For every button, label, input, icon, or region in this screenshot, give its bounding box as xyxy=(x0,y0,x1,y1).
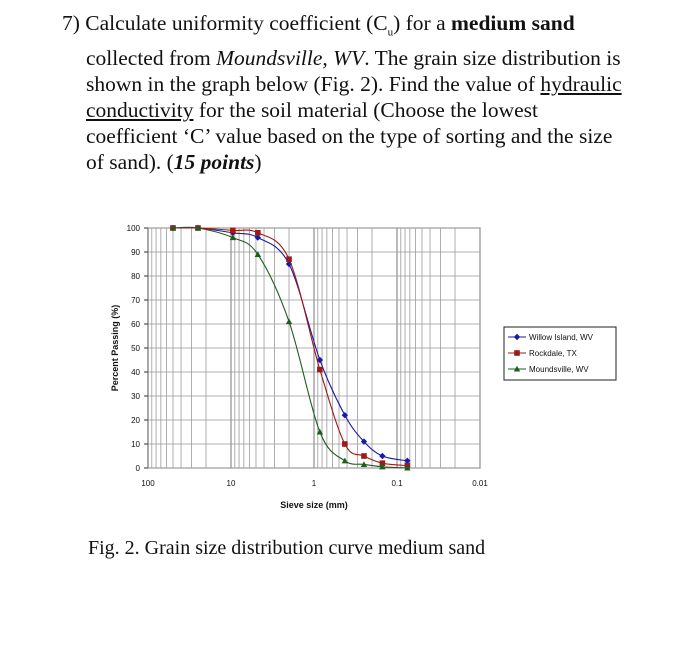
question-text-segment: coefficient ‘C’ value based on the type of sorting and the size xyxy=(86,124,613,149)
bold-medium-sand: medium sand xyxy=(451,11,575,35)
question-text-segment: of sand). ( xyxy=(86,150,174,175)
legend-label: Moundsville, WV xyxy=(529,365,589,374)
y-tick-label: 0 xyxy=(135,464,140,473)
figure-caption: Fig. 2. Grain size distribution curve medium sand xyxy=(88,537,486,559)
chart-legend xyxy=(504,327,616,380)
question-text-segment: collected from xyxy=(86,46,217,71)
y-tick-label: 70 xyxy=(131,296,140,305)
legend-marker xyxy=(514,350,520,356)
data-point xyxy=(230,228,236,234)
y-tick-label: 20 xyxy=(131,416,140,425)
x-tick-label: 0.01 xyxy=(472,479,488,488)
data-point xyxy=(286,256,292,262)
question-text-segment: for the soil material (Choose the lowest xyxy=(193,98,538,123)
data-point xyxy=(255,230,261,236)
legend-label: Willow Island, WV xyxy=(529,333,594,342)
y-tick-label: 90 xyxy=(131,248,140,257)
underlined-hydraulic: hydraulic xyxy=(540,72,622,97)
x-axis-title: Sieve size (mm) xyxy=(280,500,348,510)
y-tick-label: 40 xyxy=(131,368,140,377)
y-tick-label: 80 xyxy=(131,272,140,281)
y-tick-label: 60 xyxy=(131,320,140,329)
y-tick-label: 10 xyxy=(131,440,140,449)
data-point xyxy=(361,453,367,459)
question-text-segment: ) for a xyxy=(393,11,451,35)
y-tick-label: 100 xyxy=(126,224,140,233)
question-text-segment: shown in the graph below (Fig. 2). Find the value of xyxy=(86,72,541,97)
data-point xyxy=(342,441,348,447)
question-number: 7) xyxy=(62,11,80,35)
underlined-conductivity: conductivity xyxy=(86,98,194,123)
y-axis-title: Percent Passing (%) xyxy=(110,304,120,392)
legend-label: Rockdale, TX xyxy=(529,349,577,358)
x-tick-label: 100 xyxy=(141,479,155,488)
subscript-u: u xyxy=(387,26,394,39)
y-tick-label: 30 xyxy=(131,392,140,401)
x-tick-label: 1 xyxy=(311,479,317,488)
points-label: 15 points xyxy=(173,150,255,175)
x-tick-label: 10 xyxy=(226,479,236,488)
italic-location: Moundsville, WV xyxy=(216,46,365,71)
question-text-segment: . The grain size distribution is xyxy=(364,46,621,71)
x-tick-label: 0.1 xyxy=(391,479,403,488)
y-tick-label: 50 xyxy=(131,344,140,353)
data-point xyxy=(317,367,323,373)
question-text-segment: ) xyxy=(254,150,262,175)
question-text-segment: Calculate uniformity coefficient (C xyxy=(85,11,388,35)
